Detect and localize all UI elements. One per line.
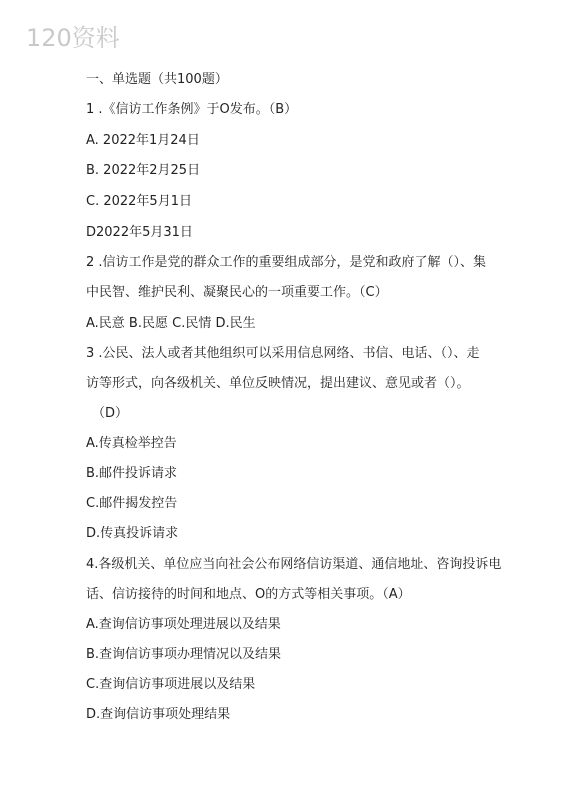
question-1-option-c: C. 2022年5月1日 <box>86 194 192 209</box>
question-4-option-b: B.查询信访事项办理情况以及结果 <box>86 647 282 662</box>
question-3-stem-line-1: 3 .公民、法人或者其他组织可以采用信息网络、书信、电话、（）、走 <box>86 346 480 361</box>
question-2-stem-line-2: 中民智、维护民利、凝聚民心的一项重要工作。（C） <box>86 285 388 300</box>
question-4-option-a: A.查询信访事项处理进展以及结果 <box>86 617 281 632</box>
question-4-option-c: C.查询信访事项进展以及结果 <box>86 677 256 692</box>
question-4-option-d: D.查询信访事项处理结果 <box>86 707 231 722</box>
question-3-option-b: B.邮件投诉请求 <box>86 466 178 481</box>
question-3-option-c: C.邮件揭发控告 <box>86 496 178 511</box>
question-1-option-b: B. 2022年2月25日 <box>86 163 201 178</box>
section-title: 一、单选题（共100题） <box>86 72 228 87</box>
question-3-answer: （D） <box>92 406 129 421</box>
question-4-stem-line-2: 话、信访接待的时间和地点、O的方式等相关事项。（A） <box>86 587 411 602</box>
question-1-option-a: A. 2022年1月24日 <box>86 133 200 148</box>
question-3-stem-line-2: 访等形式，向各级机关、单位反映情况，提出建议、意见或者（）。 <box>86 376 470 391</box>
question-2-options: A.民意 B.民愿 C.民情 D.民生 <box>86 316 256 331</box>
watermark: 120资料 <box>26 24 120 52</box>
question-1-option-d: D2022年5月31日 <box>86 225 193 240</box>
question-4-stem-line-1: 4.各级机关、单位应当向社会公布网络信访渠道、通信地址、咨询投诉电 <box>86 557 502 572</box>
question-3-option-d: D.传真投诉请求 <box>86 526 179 541</box>
question-2-stem-line-1: 2 .信访工作是党的群众工作的重要组成部分，是党和政府了解（）、集 <box>86 255 487 270</box>
question-1-stem: 1 .《信访工作条例》于O发布。（B） <box>86 102 298 117</box>
question-3-option-a: A.传真检举控告 <box>86 436 177 451</box>
